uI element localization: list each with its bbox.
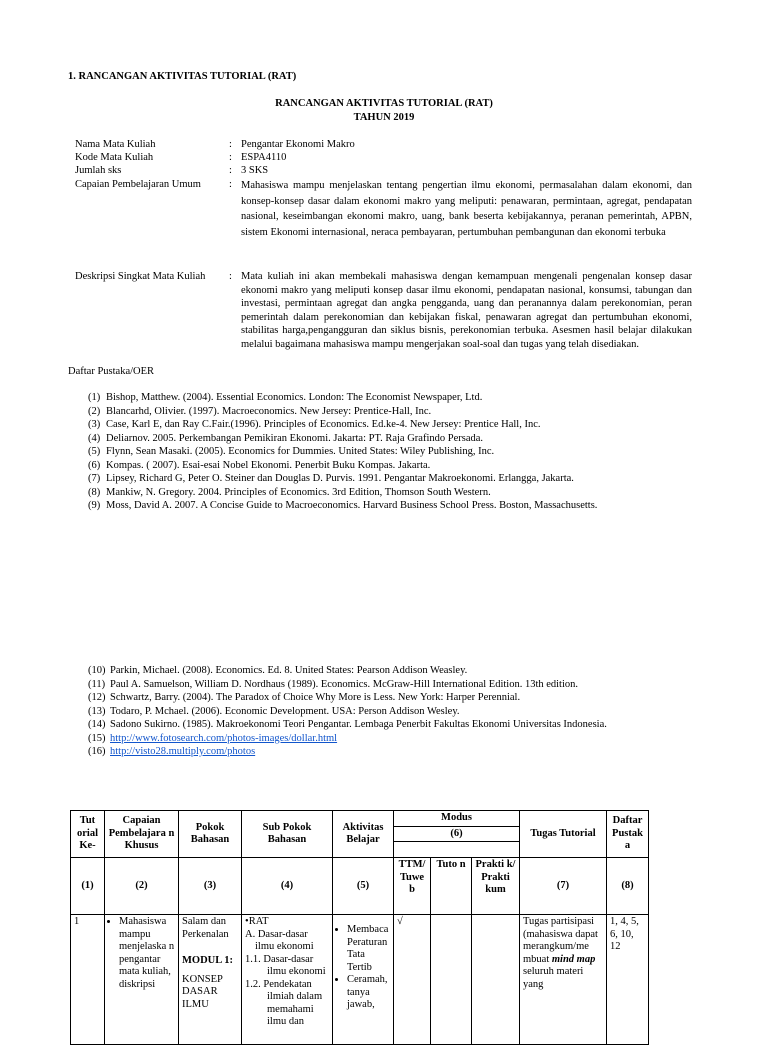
col-number: (2): [105, 858, 179, 915]
list-item: [88, 486, 597, 500]
cell-capaian: [105, 915, 179, 1045]
sub-a: A. Dasar-dasar ilmu ekonomi: [245, 928, 314, 952]
header-pustaka: Daftar Pustak a: [607, 811, 649, 858]
colon: :: [229, 271, 232, 282]
desc-label: Deskripsi Singkat Mata Kuliah: [75, 271, 206, 282]
list-item: • Mahasiswa mampu menjelaska n pengantar mata kuliah, diskripsi: [119, 916, 175, 991]
fotosearch-link[interactable]: http://www.fotosearch.com/photos-images/dollar.html: [110, 732, 338, 744]
ref-text: Moss, David A. 2007. A Concise Guide to Macroeconomics. Harvard Business School Press. Boston, Massachusetts.: [106, 500, 598, 511]
cell-aktivitas: [333, 915, 394, 1045]
ref-text: Flynn, Sean Masaki. (2005). Economics for Dummies. United States: Wiley Publishing, Inc.: [106, 446, 495, 457]
ref-number: (15): [88, 732, 106, 744]
sks-label: Jumlah sks: [75, 165, 122, 176]
sub-12: 1.2. Pendekatan ilmiah dalam memahami ilmu dan: [245, 978, 323, 1027]
ref-number: (4): [88, 432, 101, 444]
col-number: (1): [71, 858, 105, 915]
rat-table: [70, 810, 649, 1045]
number-row: [71, 858, 649, 915]
reference-list-a: [88, 391, 597, 513]
ref-number: (8): [88, 486, 101, 498]
cpu-value: Mahasiswa mampu menjelaskan tentang pengertian ilmu ekonomi, permasalahan dalam ekonomi, dan konsep-konsep dasar dalam ekonomi makro yang meliputi: penawaran, permintaan, agregat, pendapatan nasional, keseimbangan ekonomi makro, uang, bank beserta kebijakannya, peranan pemerintah, APBN, sistem Ekonomi internasional, neraca pembayaran, pertumbuhan pembangunan dan ekonomi terbuka: [241, 180, 692, 238]
kode-value: ESPA4110: [241, 152, 287, 163]
list-item: [88, 718, 607, 732]
ref-number: (3): [88, 419, 101, 430]
pokok-modul: MODUL 1:: [182, 955, 234, 966]
header-tuton: Tuto n: [431, 858, 472, 915]
list-item: [88, 732, 607, 746]
tugas-text-b: seluruh materi yang: [523, 966, 584, 990]
ref-text: Kompas. ( 2007). Esai-esai Nobel Ekonomi. Penerbit Buku Kompas. Jakarta.: [106, 459, 431, 471]
list-item: [88, 705, 607, 719]
sub-11: 1.1. Dasar-dasar ilmu ekonomi: [245, 953, 326, 977]
header-modus-number: (6): [394, 826, 520, 842]
list-item: [88, 391, 597, 405]
col-number: (8): [607, 858, 649, 915]
list-item: • Membaca Peraturan Tata Tertib: [347, 924, 390, 974]
ref-text: Parkin, Michael. (2008). Economics. Ed. 8. United States: Pearson Addison Weasley.: [110, 665, 468, 676]
nama-value: Pengantar Ekonomi Makro: [241, 139, 355, 150]
table-row: [71, 915, 649, 1045]
cell-tuton: [431, 915, 472, 1045]
col-number: (4): [242, 858, 333, 915]
header-aktivitas: Aktivitas Belajar: [333, 811, 394, 858]
list-item: [88, 664, 607, 678]
list-item: [88, 691, 607, 705]
ref-number: (12): [88, 692, 106, 703]
tugas-mindmap: mind map: [551, 953, 596, 965]
section-heading: 1. RANCANGAN AKTIVITAS TUTORIAL (RAT): [68, 71, 297, 82]
header-pokok: Pokok Bahasan: [179, 811, 242, 858]
colon: :: [229, 165, 232, 176]
document-year: TAHUN 2019: [353, 112, 415, 123]
ref-text: Blancarhd, Olivier. (1997). Macroeconomics. New Jersey: Prentice-Hall, Inc.: [106, 405, 432, 417]
ref-number: (16): [88, 746, 106, 757]
colon: :: [229, 179, 232, 190]
list-item: [88, 445, 597, 459]
cpu-label: Capaian Pembelajaran Umum: [75, 179, 201, 190]
desc-value: Mata kuliah ini akan membekali mahasiswa dengan kemampuan mengenali pengenalan konsep dasar ekonomi makro yang meliputi konsep dasar ilmu ekonomi, pendapatan nasional, konsumsi, tabungan dan investasi, permintaan agregat dan angka pengganda, uang dan peranannya dalam perekonomian, peran pemerintah dalam perekonomian dan kebijakan fiskal, penawaran agregat dan pertumbuhan ekonomi, stabilitas harga,pengangguran dan siklus bisnis, perekonomian terbuka. Asesmen hasil belajar dilakukan melalui bagaimana mahasiswa mampu mengerjakan soal-soal dan tugas yang telah disediakan.: [241, 271, 692, 350]
cell-tugas: [520, 915, 607, 1045]
ref-number: (10): [88, 665, 106, 676]
ref-text: Deliarnov. 2005. Perkembangan Pemikiran Ekonomi. Jakarta: PT. Raja Grafindo Persada.: [106, 432, 484, 444]
visto28-link[interactable]: http://visto28.multiply.com/photos: [110, 746, 256, 757]
col-number: (3): [179, 858, 242, 915]
nama-label: Nama Mata Kuliah: [75, 139, 156, 150]
ref-number: (2): [88, 405, 101, 417]
ref-number: (5): [88, 446, 101, 457]
tugas-text: Tugas partisipasi (mahasiswa dapat merangkum/me mbuat: [523, 916, 598, 965]
ref-number: (9): [88, 500, 101, 511]
cell-ttm: √: [394, 915, 431, 1045]
cell-praktik: [472, 915, 520, 1045]
list-item: [88, 472, 597, 486]
ref-number: (1): [88, 392, 101, 403]
header-praktik: Prakti k/ Prakti kum: [472, 858, 520, 915]
ref-text: Sadono Sukirno. (1985). Makroekonomi Teori Pengantar. Lembaga Penerbit Fakultas Ekonomi Universitas Indonesia.: [110, 719, 607, 730]
col-number: (7): [520, 858, 607, 915]
ref-text: Bishop, Matthew. (2004). Essential Economics. London: The Economist Newspaper, Ltd.: [106, 392, 483, 403]
list-item: [88, 432, 597, 446]
document-title: RANCANGAN AKTIVITAS TUTORIAL (RAT): [275, 98, 493, 109]
cell-tutorial: 1: [71, 915, 105, 1045]
list-item: [88, 745, 607, 759]
header-subpokok: Sub Pokok Bahasan: [242, 811, 333, 858]
ref-number: (11): [88, 678, 106, 690]
header-ttm: TTM/ Tuwe b: [394, 858, 431, 915]
kode-label: Kode Mata Kuliah: [75, 152, 154, 163]
list-item: [88, 418, 597, 432]
ref-text: Schwartz, Barry. (2004). The Paradox of Choice Why More is Less. New York: Harper Perennial.: [110, 692, 521, 703]
cell-pustaka: 1, 4, 5, 6, 10, 12: [607, 915, 649, 1045]
header-capaian: Capaian Pembelajara n Khusus: [105, 811, 179, 858]
ref-text: Todaro, P. Mchael. (2006). Economic Development. USA: Person Addison Wesley.: [110, 705, 460, 717]
ref-number: (6): [88, 459, 101, 471]
colon: :: [229, 139, 232, 150]
ref-number: (14): [88, 719, 106, 730]
reference-list-b: [88, 664, 607, 759]
ref-text: Lipsey, Richard G, Peter O. Steiner dan Douglas D. Purvis. 1991. Pengantar Makroekonomi. Erlangga, Jakarta.: [106, 473, 574, 484]
ref-number: (13): [88, 705, 106, 717]
list-item: • Ceramah, tanya jawab,: [347, 974, 390, 1012]
pokok-konsep: KONSEP DASAR ILMU: [182, 973, 223, 1010]
list-item: [88, 405, 597, 419]
ref-text: Mankiw, N. Gregory. 2004. Principles of Economics. 3rd Edition, Thomson South Western.: [106, 486, 491, 498]
header-tutorial: Tut orial Ke-: [71, 811, 105, 858]
header-tugas: Tugas Tutorial: [520, 811, 607, 858]
header-row: [71, 811, 649, 827]
list-item: [88, 499, 597, 513]
col-number: (5): [333, 858, 394, 915]
ref-text: Case, Karl E, dan Ray C.Fair.(1996). Principles of Economics. Ed.ke-4. New Jersey: Prentice Hall, Inc.: [106, 419, 541, 430]
list-item: [88, 459, 597, 473]
ref-number: (7): [88, 473, 101, 484]
cell-pokok: [179, 915, 242, 1045]
pustaka-heading: Daftar Pustaka/OER: [68, 366, 155, 377]
pokok-salam: Salam dan Perkenalan: [182, 916, 229, 940]
sub-rat: •RAT: [245, 916, 269, 927]
list-item: [88, 678, 607, 692]
sks-value: 3 SKS: [241, 165, 269, 176]
header-modus: Modus: [394, 811, 520, 827]
colon: :: [229, 152, 232, 163]
cell-subpokok: [242, 915, 333, 1045]
ref-text: Paul A. Samuelson, William D. Nordhaus (1989). Economics. McGraw-Hill International Edition. 13th edition.: [110, 678, 579, 690]
